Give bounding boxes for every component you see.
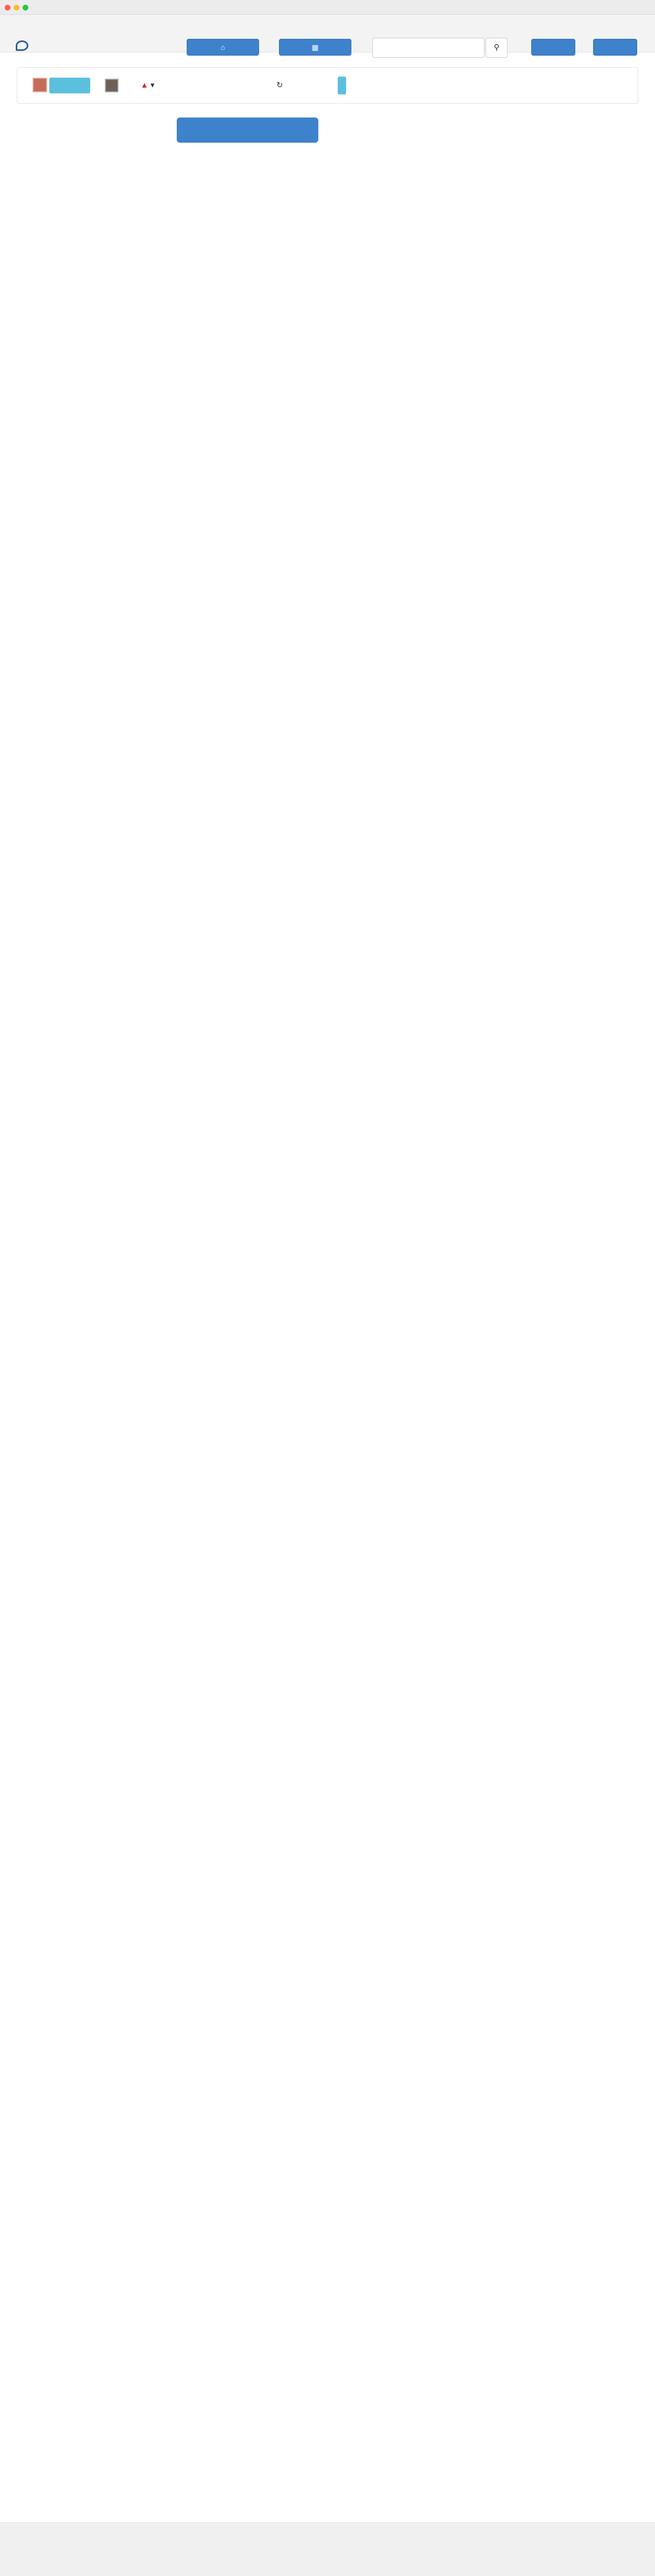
browser-chrome bbox=[0, 0, 655, 15]
close-window-icon[interactable] bbox=[5, 5, 10, 10]
warning-icon: ▲ bbox=[141, 81, 151, 90]
user-badge[interactable] bbox=[33, 77, 100, 94]
log-out-m-button[interactable] bbox=[531, 39, 575, 56]
dashboard-icon: ▦ bbox=[312, 43, 319, 51]
refresh-icon: ↻ bbox=[276, 81, 285, 90]
top-navbar bbox=[0, 15, 655, 52]
tab-daily-diary[interactable] bbox=[177, 118, 318, 143]
resident-avatar bbox=[105, 79, 119, 92]
my-dashboard-button[interactable] bbox=[279, 39, 351, 56]
search-input[interactable] bbox=[372, 38, 485, 58]
diary-tabs bbox=[0, 118, 655, 143]
page-footer bbox=[0, 2522, 655, 2576]
logo-icon bbox=[16, 40, 28, 51]
app-logo[interactable] bbox=[16, 41, 31, 52]
tab-personal-profile[interactable] bbox=[31, 118, 159, 143]
resident-photo[interactable] bbox=[105, 78, 119, 93]
user-name bbox=[49, 78, 90, 93]
caret-down-icon: ▾ bbox=[151, 81, 155, 90]
key-warning-indicators-dropdown[interactable] bbox=[141, 78, 155, 93]
home-icon: ⌂ bbox=[220, 43, 226, 51]
log-out-c-button[interactable] bbox=[593, 39, 637, 56]
minimize-window-icon[interactable] bbox=[14, 5, 19, 10]
search-button[interactable] bbox=[486, 38, 508, 58]
maximize-window-icon[interactable] bbox=[23, 5, 28, 10]
my-homepage-button[interactable] bbox=[187, 39, 259, 56]
search-icon: ⚲ bbox=[493, 43, 500, 52]
alerts-indicator[interactable] bbox=[276, 78, 293, 93]
tab-previous-assessment[interactable] bbox=[337, 118, 475, 143]
notes-badge[interactable] bbox=[338, 77, 346, 94]
tab-alerts[interactable] bbox=[503, 118, 629, 143]
user-avatar bbox=[33, 78, 47, 92]
